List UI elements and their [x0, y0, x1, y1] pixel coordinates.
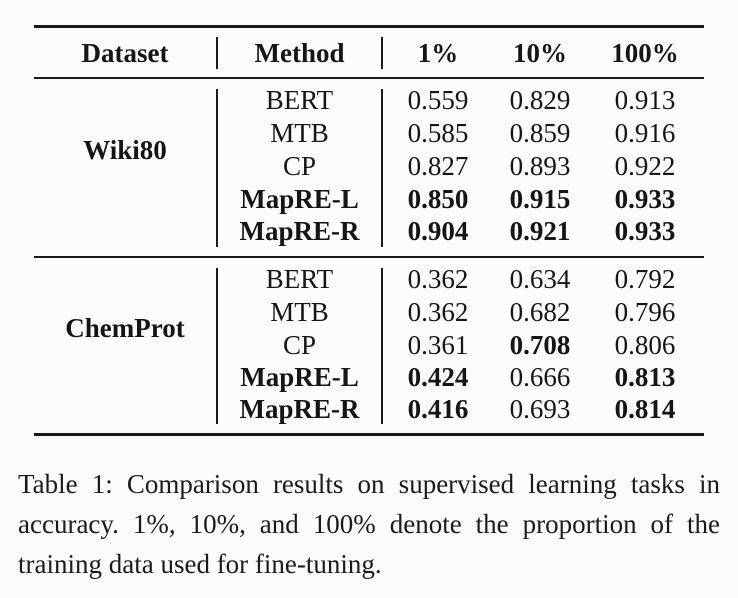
header-separator-2 [381, 37, 383, 69]
method-cell: MTB [270, 118, 329, 148]
table-group-rule [34, 256, 704, 258]
value-cell: 0.559 [407, 85, 469, 115]
method-cell: CP [282, 151, 317, 181]
method-cell: MapRE-L [240, 184, 359, 214]
dataset-label-chemprot: ChemProt [65, 313, 185, 343]
value-cell: 0.827 [407, 151, 469, 181]
header-1-percent: 1% [417, 38, 459, 68]
value-cell: 0.361 [407, 330, 469, 360]
table-bottom-rule [34, 433, 704, 436]
method-cell: MapRE-R [239, 216, 360, 246]
method-cell: CP [282, 330, 317, 360]
value-cell-best: 0.708 [509, 330, 571, 360]
method-cell: BERT [265, 264, 334, 294]
dataset-label-wiki80: Wiki80 [83, 135, 167, 165]
value-cell: 0.916 [614, 118, 676, 148]
value-cell: 0.362 [407, 297, 469, 327]
header-dataset: Dataset [81, 38, 169, 68]
value-cell: 0.666 [509, 362, 571, 392]
table-caption: Table 1: Comparison results on supervised learning tasks in accuracy. 1%, 10%, and 100% denote the proportion of the training data used for fine-tuning. [18, 469, 720, 579]
header-method: Method [254, 38, 345, 68]
value-cell-best: 0.813 [614, 362, 676, 392]
table-top-rule [34, 25, 704, 28]
table-header-rule [34, 77, 704, 79]
value-cell: 0.859 [509, 118, 571, 148]
header-100-percent: 100% [611, 38, 679, 68]
value-cell: 0.792 [614, 264, 676, 294]
value-cell-best: 0.933 [614, 216, 676, 246]
value-cell: 0.893 [509, 151, 571, 181]
value-cell-best: 0.933 [614, 184, 676, 214]
chemprot-separator-2 [381, 268, 383, 424]
method-cell: MapRE-R [239, 394, 360, 424]
value-cell: 0.693 [509, 394, 571, 424]
method-cell: MapRE-L [240, 362, 359, 392]
value-cell: 0.585 [407, 118, 469, 148]
value-cell: 0.913 [614, 85, 676, 115]
value-cell-best: 0.850 [407, 184, 469, 214]
value-cell: 0.682 [509, 297, 571, 327]
value-cell-best: 0.915 [509, 184, 571, 214]
value-cell: 0.829 [509, 85, 571, 115]
header-10-percent: 10% [513, 38, 567, 68]
value-cell-best: 0.904 [407, 216, 469, 246]
value-cell: 0.806 [614, 330, 676, 360]
value-cell: 0.796 [614, 297, 676, 327]
value-cell-best: 0.814 [614, 394, 676, 424]
value-cell-best: 0.416 [407, 394, 469, 424]
value-cell: 0.362 [407, 264, 469, 294]
value-cell-best: 0.424 [407, 362, 469, 392]
value-cell: 0.922 [614, 151, 676, 181]
wiki80-separator-2 [381, 89, 383, 247]
value-cell-best: 0.921 [509, 216, 571, 246]
method-cell: MTB [270, 297, 329, 327]
value-cell: 0.634 [509, 264, 571, 294]
method-cell: BERT [265, 85, 334, 115]
